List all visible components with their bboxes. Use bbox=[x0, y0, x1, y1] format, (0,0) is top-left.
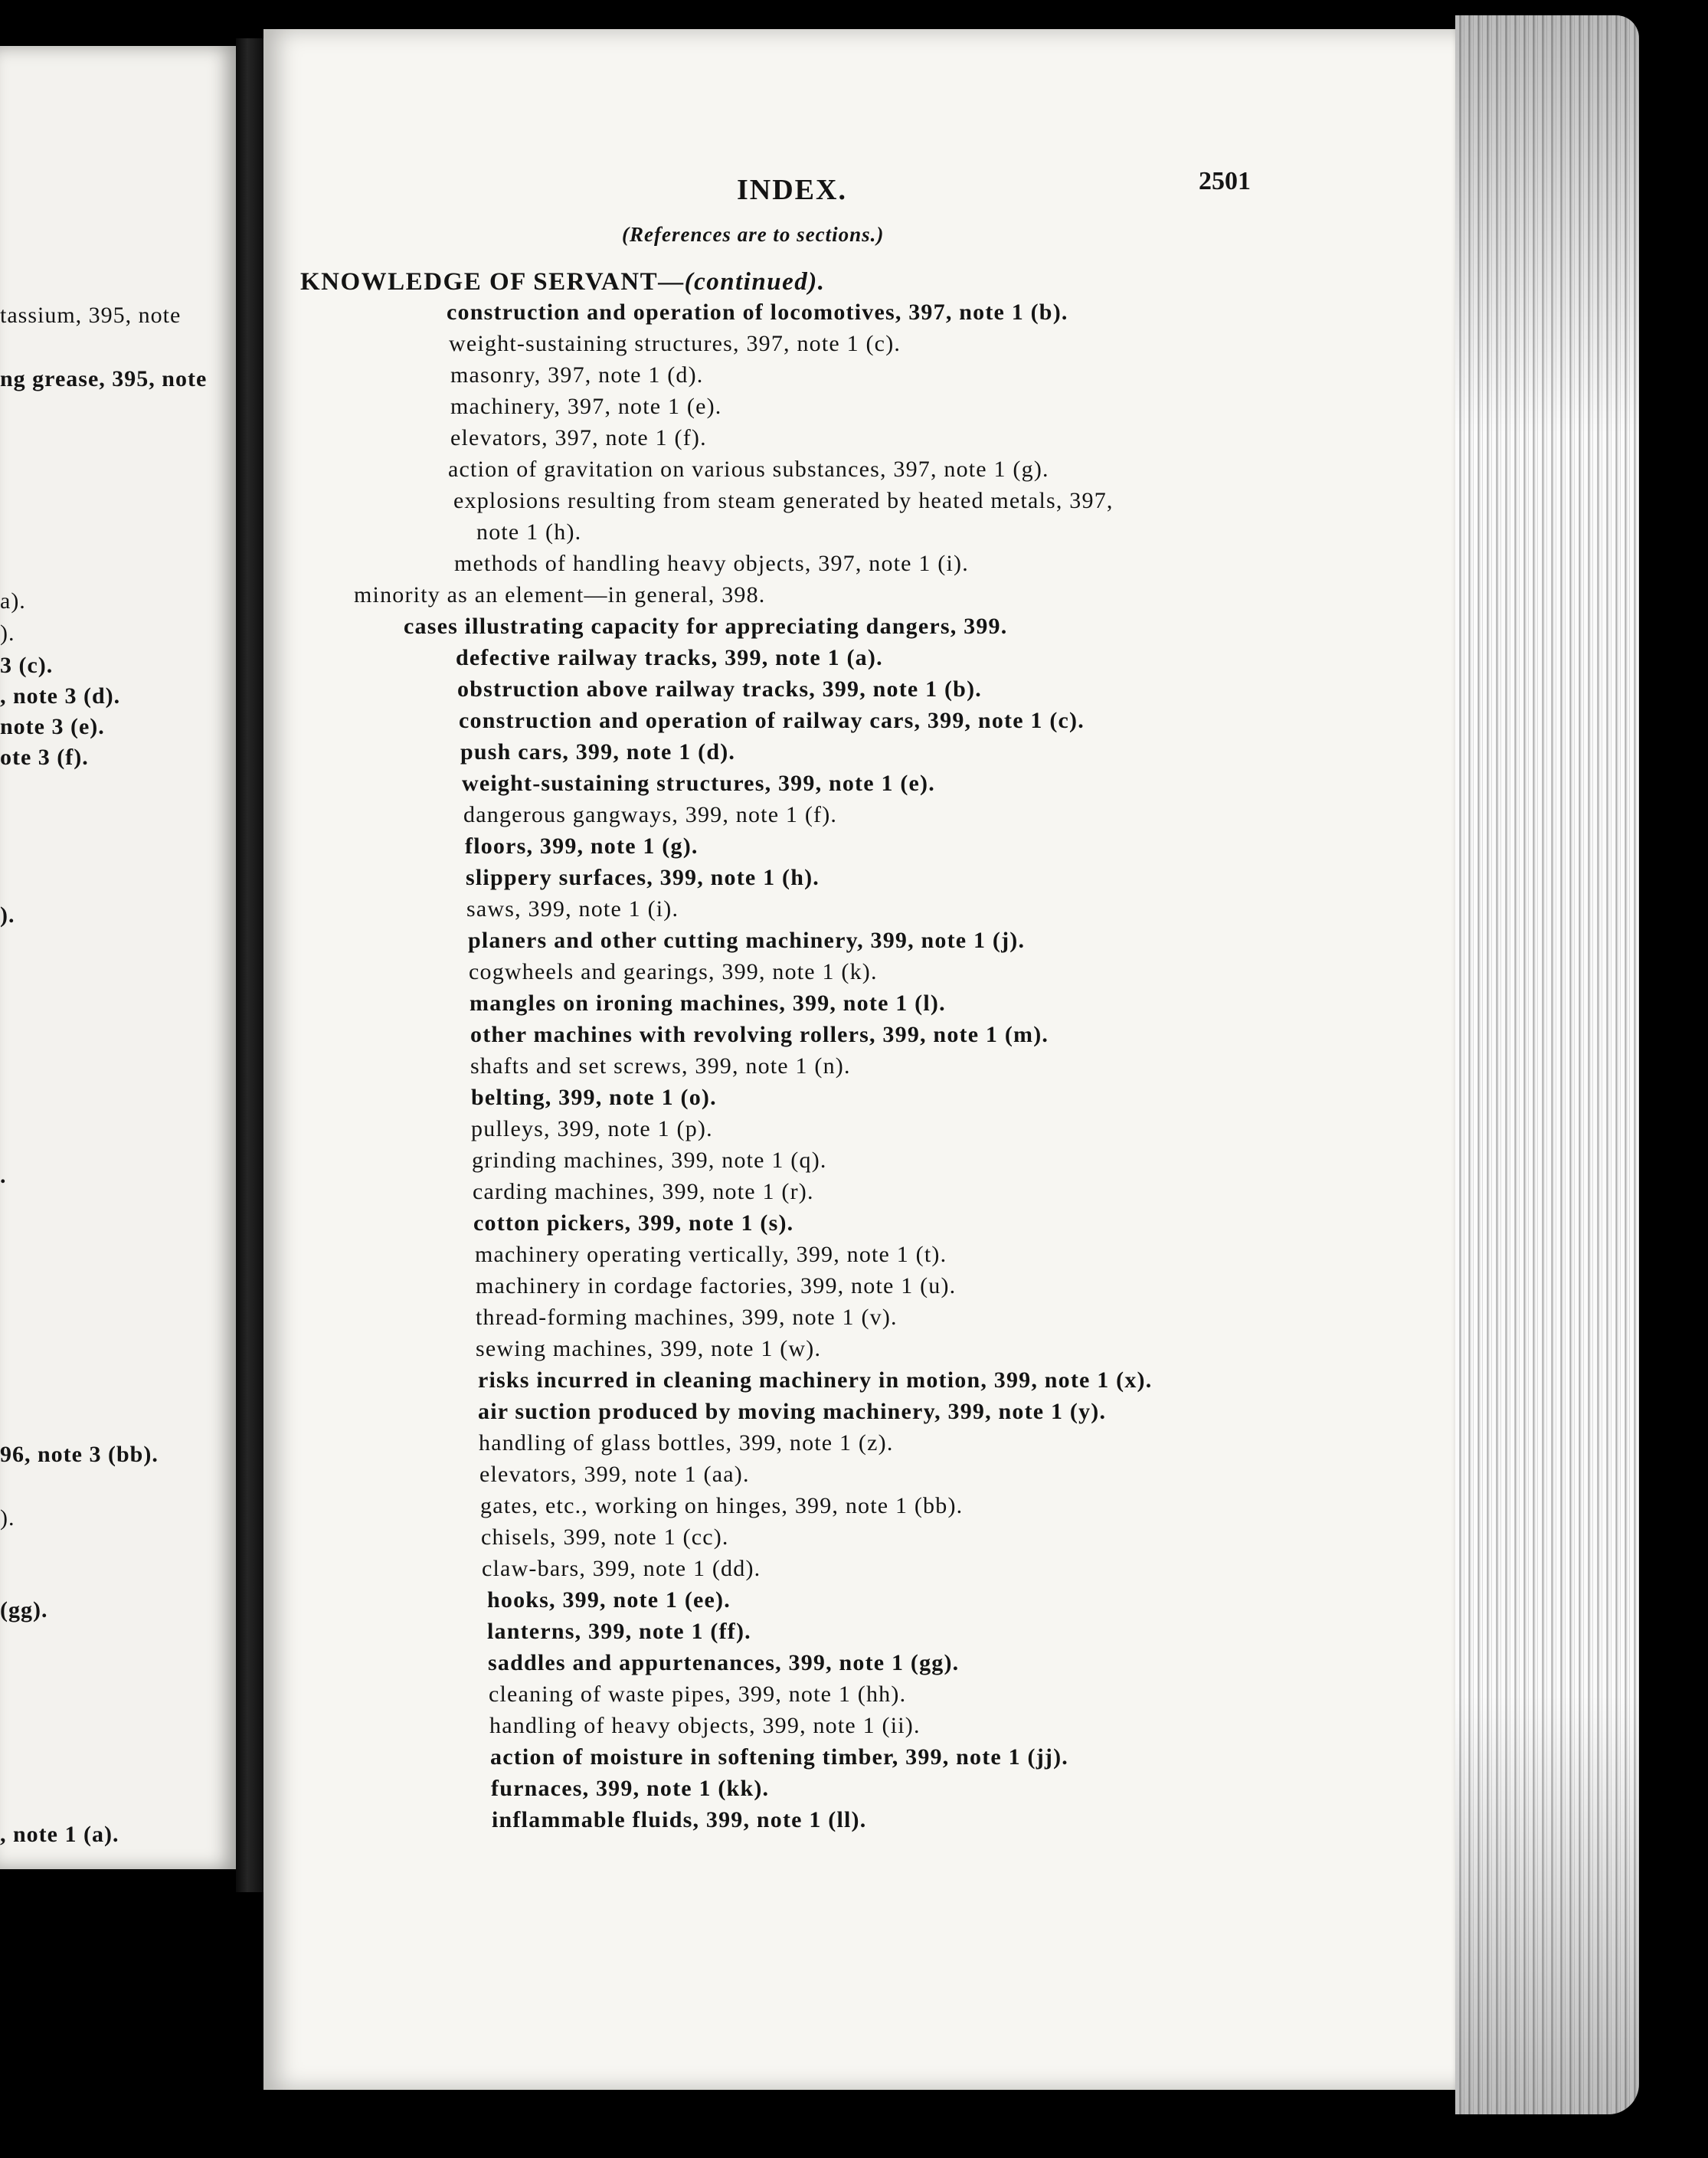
index-line: construction and operation of locomotives, 397, note 1 (b). bbox=[447, 300, 1068, 325]
index-line: push cars, 399, note 1 (d). bbox=[460, 739, 736, 765]
index-line: handling of glass bottles, 399, note 1 (z). bbox=[479, 1430, 894, 1456]
entry-heading-label: KNOWLEDGE OF SERVANT— bbox=[300, 268, 685, 296]
index-line: planers and other cutting machinery, 399, note 1 (j). bbox=[468, 928, 1026, 953]
left-fragment: ). bbox=[0, 902, 15, 928]
index-line: furnaces, 399, note 1 (kk). bbox=[491, 1776, 770, 1801]
left-fragment: , note 1 (a). bbox=[0, 1822, 119, 1847]
left-fragment: , note 3 (d). bbox=[0, 683, 121, 709]
index-line: sewing machines, 399, note 1 (w). bbox=[476, 1336, 822, 1361]
index-line: weight-sustaining structures, 397, note 1 (c). bbox=[449, 331, 901, 356]
index-line: cotton pickers, 399, note 1 (s). bbox=[473, 1210, 794, 1236]
index-line: minority as an element—in general, 398. bbox=[354, 582, 766, 607]
left-fragment: tassium, 395, note bbox=[0, 303, 182, 328]
index-line: inflammable fluids, 399, note 1 (ll). bbox=[492, 1807, 867, 1832]
index-line: slippery surfaces, 399, note 1 (h). bbox=[466, 865, 820, 890]
index-line: explosions resulting from steam generated by heated metals, 397, bbox=[453, 488, 1114, 513]
index-line: thread-forming machines, 399, note 1 (v). bbox=[476, 1305, 898, 1330]
index-line: cleaning of waste pipes, 399, note 1 (hh). bbox=[489, 1682, 907, 1707]
index-line: note 1 (h). bbox=[476, 519, 582, 545]
left-fragment: a). bbox=[0, 588, 26, 614]
index-line: elevators, 399, note 1 (aa). bbox=[479, 1462, 750, 1487]
index-line: action of moisture in softening timber, 399, note 1 (jj). bbox=[490, 1744, 1069, 1770]
index-line: lanterns, 399, note 1 (ff). bbox=[487, 1619, 751, 1644]
index-line: risks incurred in cleaning machinery in motion, 399, note 1 (x). bbox=[478, 1367, 1153, 1393]
index-line: machinery, 397, note 1 (e). bbox=[450, 394, 722, 419]
left-fragment: (gg). bbox=[0, 1597, 48, 1623]
entry-heading-continued: (continued). bbox=[684, 268, 826, 296]
index-line: handling of heavy objects, 399, note 1 (ii). bbox=[489, 1713, 921, 1738]
left-fragment: note 3 (e). bbox=[0, 714, 105, 739]
index-line: machinery in cordage factories, 399, note 1 (u). bbox=[476, 1273, 957, 1298]
index-line: machinery operating vertically, 399, note 1 (t). bbox=[475, 1242, 947, 1267]
index-line: shafts and set screws, 399, note 1 (n). bbox=[470, 1053, 851, 1079]
index-line: elevators, 397, note 1 (f). bbox=[450, 425, 707, 450]
index-line: claw-bars, 399, note 1 (dd). bbox=[482, 1556, 761, 1581]
index-line: belting, 399, note 1 (o). bbox=[471, 1085, 717, 1110]
index-line: masonry, 397, note 1 (d). bbox=[450, 362, 704, 388]
index-line: cases illustrating capacity for appreciating dangers, 399. bbox=[404, 614, 1008, 639]
index-line: dangerous gangways, 399, note 1 (f). bbox=[463, 802, 838, 827]
index-line: defective railway tracks, 399, note 1 (a). bbox=[456, 645, 883, 670]
index-line: air suction produced by moving machinery, 399, note 1 (y). bbox=[478, 1399, 1107, 1424]
left-fragment: . bbox=[0, 1163, 7, 1188]
left-fragment: 96, note 3 (bb). bbox=[0, 1442, 159, 1467]
left-fragment: 3 (c). bbox=[0, 653, 54, 678]
index-line: floors, 399, note 1 (g). bbox=[465, 833, 699, 859]
index-line: grinding machines, 399, note 1 (q). bbox=[472, 1148, 827, 1173]
left-fragment: ). bbox=[0, 621, 15, 646]
page-number: 2501 bbox=[1199, 167, 1251, 195]
index-line: hooks, 399, note 1 (ee). bbox=[487, 1587, 731, 1613]
entry-heading bbox=[300, 268, 826, 296]
index-line: construction and operation of railway cars, 399, note 1 (c). bbox=[459, 708, 1085, 733]
left-page bbox=[0, 46, 237, 1869]
index-line: chisels, 399, note 1 (cc). bbox=[481, 1524, 729, 1550]
index-line: mangles on ironing machines, 399, note 1 (l). bbox=[470, 991, 946, 1016]
index-line: cogwheels and gearings, 399, note 1 (k). bbox=[469, 959, 878, 984]
page-edges bbox=[1455, 15, 1639, 2114]
index-line: saddles and appurtenances, 399, note 1 (gg). bbox=[488, 1650, 960, 1675]
left-fragment: ng grease, 395, note bbox=[0, 366, 208, 391]
index-line: saws, 399, note 1 (i). bbox=[466, 896, 679, 922]
page-title: INDEX. bbox=[737, 174, 847, 206]
index-line: methods of handling heavy objects, 397, note 1 (i). bbox=[454, 551, 969, 576]
index-line: carding machines, 399, note 1 (r). bbox=[473, 1179, 814, 1204]
index-line: pulleys, 399, note 1 (p). bbox=[471, 1116, 713, 1141]
left-fragment: ote 3 (f). bbox=[0, 745, 89, 770]
index-line: other machines with revolving rollers, 399, note 1 (m). bbox=[470, 1022, 1049, 1047]
left-fragment: ). bbox=[0, 1505, 15, 1531]
index-line: action of gravitation on various substances, 397, note 1 (g). bbox=[448, 457, 1049, 482]
book-gutter bbox=[236, 38, 265, 1892]
index-line: gates, etc., working on hinges, 399, note 1 (bb). bbox=[480, 1493, 964, 1518]
index-line: weight-sustaining structures, 399, note 1 (e). bbox=[462, 771, 935, 796]
index-line: obstruction above railway tracks, 399, note 1 (b). bbox=[457, 676, 982, 702]
page-subheader: (References are to sections.) bbox=[622, 223, 885, 246]
